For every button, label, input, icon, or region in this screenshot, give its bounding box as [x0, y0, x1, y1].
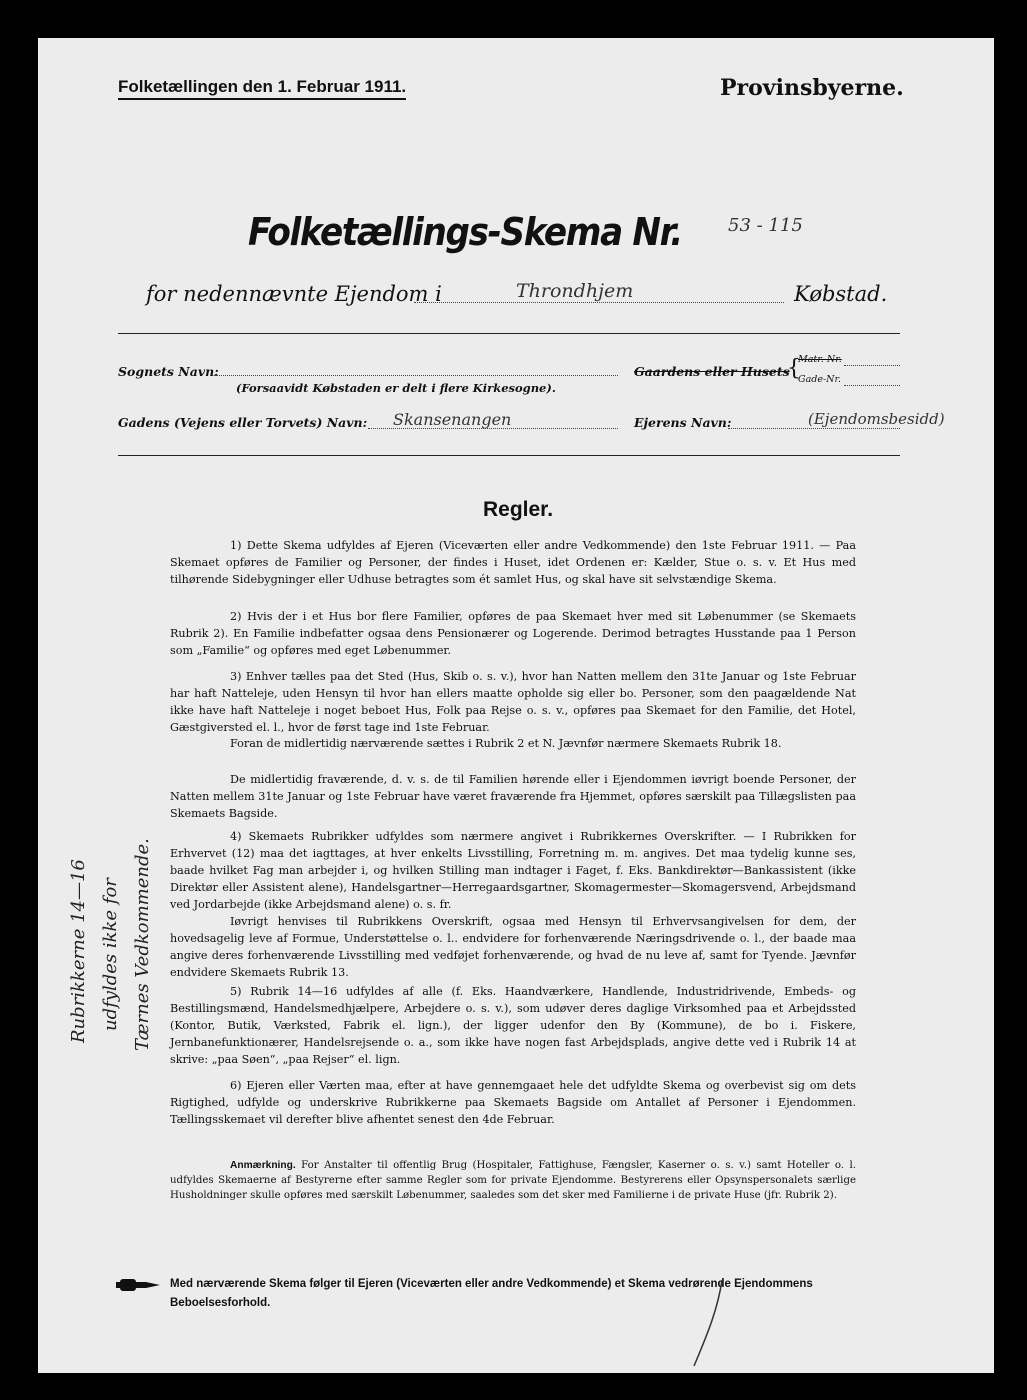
- rule-1: 1) Dette Skema udfyldes af Ejeren (Viceværten eller andre Vedkommende) den 1ste Februar 1911. — Paa Skemaet opføres de Familier og Personer, der findes i Huset, idet Ordenen er: Kælder, Stue o. s. v. Et Hus med tilhørende Sidebygninger eller Udhuse betragtes som ét samlet Hus, og skal have sit selvstændige Skema.: [170, 539, 856, 586]
- region-heading: Provinsbyerne.: [720, 75, 904, 101]
- rule-3-note-b: De midlertidig fraværende, d. v. s. de til Familien hørende eller i Ejendommen iøvrigt boende Personer, der Natten mellem 31te Januar og 1ste Februar have været fraværende fra Hjemmet, opføres særskilt paa Tillægslisten paa Skemaets Bagside.: [170, 773, 856, 820]
- street-handwritten: Skansenangen: [393, 410, 512, 429]
- form-title: Folketællings-Skema Nr.: [248, 210, 682, 254]
- town-suffix: Købstad.: [794, 282, 888, 306]
- rule-3-note-a: Foran de midlertidig nærværende sættes i Rubrik 2 et N. Jævnfør nærmere Skemaets Rubrik 18.: [230, 737, 782, 750]
- census-form-page: Folketællingen den 1. Februar 1911. Provinsbyerne. Folketællings-Skema Nr. 53 - 115 for nedennævnte Ejendom i Throndhjem Købstad. Sognets Navn: (Forsaavidt Købstaden er delt i flere Kirkesogne). Gaardens eller Husets { Matr.-Nr. Gade-Nr. Gadens (Vejens eller Torvets) Navn: Skansenangen Ejerens Navn: (Ejendomsbesidd) Regler. 1) Dette Skema udfyldes af Ejeren (Viceværten eller andre Vedkommende) den 1ste Februar 1911. — Paa Skemaet opføres de Familier og Personer, der findes i Huset, idet Ordenen er: Kælder, Stue o. s. v. Et Hus med tilhørende Sidebygninger eller Udhuse betragtes som ét samlet Hus, og skal have sit selvstændige Skema. 2) Hvis der i et Hus bor flere Familier, opføres de paa Skemaet hver med sit Løbenummer (se Skemaets Rubrik 2). En Familie indbefatter ogsaa dens Pensionærer og Logerende. Derimod betragtes Husstande paa 1 Person som „Familie“ og opføres med eget Løbenummer. 3) Enhver tælles paa det Sted (Hus, Skib o. s. v.), hvor han Natten mellem den 31te Januar og 1ste Februar har haft Natteleje, uden Hensyn til hvor han ellers maatte opholde sig eller bo. Personer, som den paagældende Nat ikke have haft Natteleje i noget beboet Hus, Folk paa Rejse o. s. v., opføres paa Skemaet for den Familie, det Hotel, Gæstgiversted el. l., hvor de først tage ind 1ste Februar. Foran de midlertidig nærværende sættes i Rubrik 2 et N. Jævnfør nærmere Skemaets Rubrik 18. De midlertidig fraværende, d. v. s. de til Familien hørende eller i Ejendommen iøvrigt boende Personer, der Natten mellem 31te Januar og 1ste Februar have været fraværende fra Hjemmet, opføres særskilt paa Tillægslisten paa Skemaets Bagside. 4) Skemaets Rubrikker udfyldes som nærmere angivet i Rubrikkernes Overskrifter. — I Rubrikken for Erhvervet (12) maa det iagttages, at hver enkelts Livsstilling, Forretning m. m. angives. Det maa tydelig kunne ses, baade hvilket Fag man arbejder i, og hvilken Stilling man indtager i Faget, f. Eks. Bankdirektør—Bankassistent (ikke Direktør eller Assistent alene), Handelsgartner—Herregaardsgartner, Skomagermester—Skomagersvend, Arbejdsmand ved Jordarbejde (ikke Arbejdsmand alene) o. s. fr. Iøvrigt henvises til Rubrikkens Overskrift, ogsaa med Hensyn til Erhvervsangivelsen for dem, der hovedsagelig leve af Formue, Understøttelse o. l.. endvidere for forhenværende Næringsdrivende o. l., der baade maa angive deres forhenværende Livsstilling med vedføjet forhenværende, og hvad de nu leve af, samt for Tyende. Jævnfør endvidere Skemaets Rubrik 13. 5) Rubrik 14—16 udfyldes af alle (f. Eks. Haandværkere, Handlende, Industridrivende, Embeds- og Bestillingsmænd, Handelsmedhjælpere, Arbejdere o. s. v.), som udøver deres daglige Virksomhed paa et Arbejdssted (Kontor, Butik, Værksted, Fabrik el. lign.), der ligger udenfor den By (Kommune), de bo i. Fiskere, Jernbanefunktionærer, Handelsrejsende o. a., som ikke have nogen fast Arbejdsplads, angive dette ved i Rubrik 14 at skrive: „paa Søen“, „paa Rejser“ el. lign. 6) Ejeren eller Værten maa, efter at have gennemgaaet hele det udfyldte Skema og overbevist sig om dets Rigtighed, udfylde og underskrive Rubrikkerne paa Skemaets Bagside om Antallet af Personer i Ejendommen. Tællingsskemaet vil derefter blive afhentet senest den 4de Februar. Anmærkning. For Anstalter til offentlig Brug (Hospitaler, Fattighuse, Fængsler, Kaserner o. s. v.) samt Hoteller o. l. udfyldes Skemaerne af Bestyrerne efter samme Regler som for private Ejendomme. Bestyrerens eller Opsynspersonalets særlige Husholdninger skulle opføres med særskilt Løbenummer, saaledes som det sker med Familierne i de private Huse (jfr. Rubrik 2). Rubrikkerne 14—16 udfyldes ikke for Tærnes Vedkommende. Med nærværende Skema følger til Ejeren (Viceværten eller andre Vedkommende) et Skema vedrørende Ejendommens Beboelsesforhold.: [38, 38, 994, 1373]
- rules-heading: Regler.: [483, 498, 554, 521]
- farm-label: Gaardens eller Husets: [634, 364, 790, 379]
- owner-handwritten: (Ejendomsbesidd): [808, 410, 945, 428]
- census-date-heading: Folketællingen den 1. Februar 1911.: [118, 77, 406, 100]
- parish-label: Sognets Navn:: [118, 364, 219, 379]
- property-prefix: for nedennævnte Ejendom i: [146, 282, 442, 306]
- rule-6: 6) Ejeren eller Værten maa, efter at have gennemgaaet hele det udfyldte Skema og overbevist sig om dets Rigtighed, udfylde og underskrive Rubrikkerne paa Skemaets Bagside om Antallet af Personer i Ejendommen. Tællingsskemaet vil derefter blive afhentet senest den 4de Februar.: [170, 1079, 856, 1126]
- remark: Anmærkning. For Anstalter til offentlig Brug (Hospitaler, Fattighuse, Fængsler, Kaserner o. s. v.) samt Hoteller o. l. udfyldes Skemaerne af Bestyrerne efter samme Regler som for private Ejendomme. Bestyrerens eller Opsynspersonalets særlige Husholdninger skulle opføres med særskilt Løbenummer, saaledes som det sker med Familierne i de private Huse (jfr. Rubrik 2).: [170, 1160, 856, 1201]
- rule-4: 4) Skemaets Rubrikker udfyldes som nærmere angivet i Rubrikkernes Overskrifter. — I Rubrikken for Erhvervet (12) maa det iagttages, at hver enkelts Livsstilling, Forretning m. m. angives. Det maa tydelig kunne ses, baade hvilket Fag man arbejder i, og hvilken Stilling man indtager i Faget, f. Eks. Bankdirektør—Bankassistent (ikke Direktør eller Assistent alene), Handelsgartner—Herregaardsgartner, Skomagermester—Skomagersvend, Arbejdsmand ved Jordarbejde (ikke Arbejdsmand alene) o. s. fr.: [170, 830, 856, 911]
- rule-3: 3) Enhver tælles paa det Sted (Hus, Skib o. s. v.), hvor han Natten mellem den 31te Januar og 1ste Februar har haft Natteleje, uden Hensyn til hvor han ellers maatte opholde sig eller bo. Personer, som den paagældende Nat ikke have haft Natteleje i noget beboet Hus, Folk paa Rejse o. s. v., opføres paa Skemaet for den Familie, det Hotel, Gæstgiversted el. l., hvor de først tage ind 1ste Februar.: [170, 670, 856, 734]
- pointing-hand-icon: [116, 1279, 162, 1291]
- street-label: Gadens (Vejens eller Torvets) Navn:: [118, 415, 368, 430]
- parish-note: (Forsaavidt Købstaden er delt i flere Kirkesogne).: [236, 381, 556, 395]
- gade-label: Gade-Nr.: [798, 374, 841, 385]
- schema-number-handwritten: 53 - 115: [728, 215, 803, 236]
- footer-note: Med nærværende Skema følger til Ejeren (Viceværten eller andre Vedkommende) et Skema vedrørende Ejendommens Beboelsesforhold.: [170, 1278, 813, 1309]
- pencil-mark: [690, 1278, 730, 1368]
- town-handwritten: Throndhjem: [516, 280, 634, 302]
- rule-2: 2) Hvis der i et Hus bor flere Familier, opføres de paa Skemaet hver med sit Løbenummer (se Skemaets Rubrik 2). En Familie indbefatter ogsaa dens Pensionærer og Logerende. Derimod betragtes Husstande paa 1 Person som „Familie“ og opføres med eget Løbenummer.: [170, 610, 856, 657]
- rule-4-note: Iøvrigt henvises til Rubrikkens Overskrift, ogsaa med Hensyn til Erhvervsangivelsen for dem, der hovedsagelig leve af Formue, Understøttelse o. l.. endvidere for forhenværende Næringsdrivende o. l., der baade maa angive deres forhenværende Livsstilling med vedføjet forhenværende, og hvad de nu leve af, samt for Tyende. Jævnfør endvidere Skemaets Rubrik 13.: [170, 915, 856, 979]
- remark-label: Anmærkning.: [230, 1160, 296, 1171]
- rule-5: 5) Rubrik 14—16 udfyldes af alle (f. Eks. Haandværkere, Handlende, Industridrivende, Embeds- og Bestillingsmænd, Handelsmedhjælpere, Arbejdere o. s. v.), som udøver deres daglige Virksomhed paa et Arbejdssted (Kontor, Butik, Værksted, Fabrik el. lign.), der ligger udenfor den By (Kommune), de bo i. Fiskere, Jernbanefunktionærer, Handelsrejsende o. a., som ikke have nogen fast Arbejdsplads, angive dette ved i Rubrik 14 at skrive: „paa Søen“, „paa Rejser“ el. lign.: [170, 985, 856, 1066]
- matr-label: Matr.-Nr.: [798, 354, 842, 365]
- owner-label: Ejerens Navn:: [634, 415, 732, 430]
